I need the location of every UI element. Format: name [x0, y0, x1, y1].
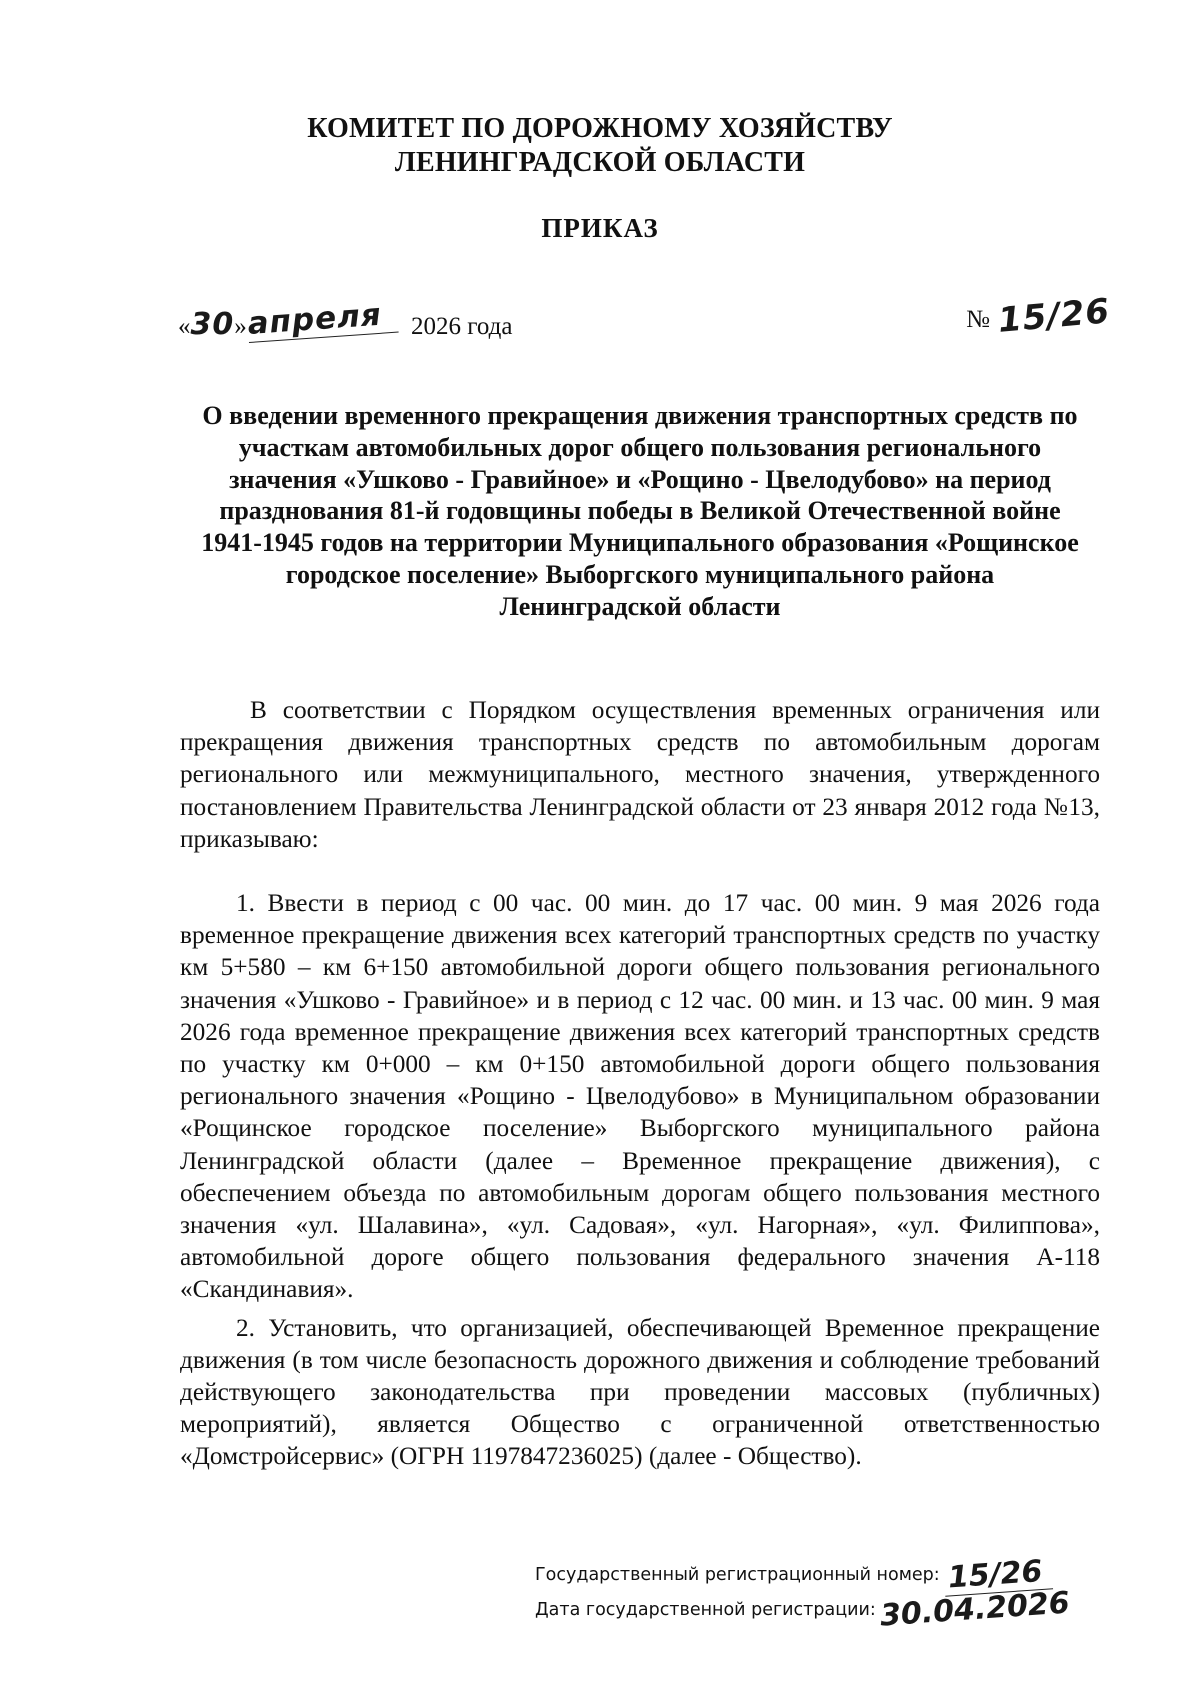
item-2-paragraph: 2. Установить, что организацией, обеспечивающей Временное прекращение движения (в том числе безопасность дорожного движения и соблюдение требований действующего законодательства при проведении массовых (публичных) мероприятий), является Общество с ограниченной ответственностью «Домстройсервис» (ОГРН 1197847236025) (далее - Общество). [180, 1313, 1100, 1471]
authority-line-2: ЛЕНИНГРАДСКОЙ ОБЛАСТИ [394, 147, 806, 178]
handwritten-registration-date: 30.04.2026 [878, 1585, 1071, 1634]
handwritten-month: апреля [246, 296, 398, 343]
registration-date-label: Дата государственной регистрации: [535, 1600, 876, 1620]
order-number [966, 291, 1112, 341]
item-1-paragraph: 1. Ввести в период с 00 час. 00 мин. до 17 час. 00 мин. 9 мая 2026 года временное прекращение движения всех категорий транспортных средств по участку км 5+580 – км 6+150 автомобильной дороги общего пользования регионального значения «Ушково - Гравийное» и в период с 12 час. 00 мин. и 13 час. 00 мин. 9 мая 2026 года временное прекращение движения всех категорий транспортных средств по участку км 0+000 – км 0+150 автомобильной дороги общего пользования регионального значения «Рощино - Цвелодубово» в Муниципальном образовании «Рощинское городское поселение» Выборгского муниципального района Ленинградской области (далее – Временное прекращение движения), с обеспечением объезда по автомобильным дорогам общего пользования местного значения «ул. Шалавина», «ул. Садовая», «ул. Нагорная», «ул. Филиппова», автомобильной дороге общего пользования федерального значения А-118 «Скандинавия». [180, 889, 1100, 1304]
number-sign: № [966, 306, 990, 333]
date-number-row [178, 291, 1112, 346]
authority-line-1: КОМИТЕТ ПО ДОРОЖНОМУ ХОЗЯЙСТВУ [307, 113, 893, 144]
registration-stamp [535, 1553, 1155, 1634]
registration-number-label: Государственный регистрационный номер: [535, 1565, 940, 1585]
date-close-quote: » [234, 313, 247, 340]
issuing-authority [0, 112, 1200, 180]
document-type-title: ПРИКАЗ [541, 213, 659, 243]
order-subject: О введении временного прекращения движения транспортных средств по участкам автомобильных дорог общего пользования регионального значения «Ушково - Гравийное» и «Рощино - Цвелодубово» на период празднования 81-й годовщины победы в Великой Отечественной войне 1941-1945 годов на территории Муниципального образования «Рощинское городское поселение» Выборгского муниципального района Ленинградской области [201, 401, 1079, 621]
order-body [180, 694, 1100, 1473]
handwritten-registration-number: 15/26 [943, 1554, 1054, 1596]
handwritten-day: 30 [190, 307, 235, 342]
date-year-text: 2026 года [411, 313, 513, 340]
date-open-quote: « [178, 313, 191, 340]
registration-date-line [535, 1585, 1155, 1634]
preamble-paragraph: В соответствии с Порядком осуществления временных ограничения или прекращения движения транспортных средств по автомобильным дорогам регионального или межмуниципального, местного значения, утвержденного постановлением Правительства Ленинградской области от 23 января 2012 года №13, приказываю: [180, 696, 1100, 853]
handwritten-order-number: 15/26 [996, 291, 1112, 341]
order-date [178, 296, 513, 343]
